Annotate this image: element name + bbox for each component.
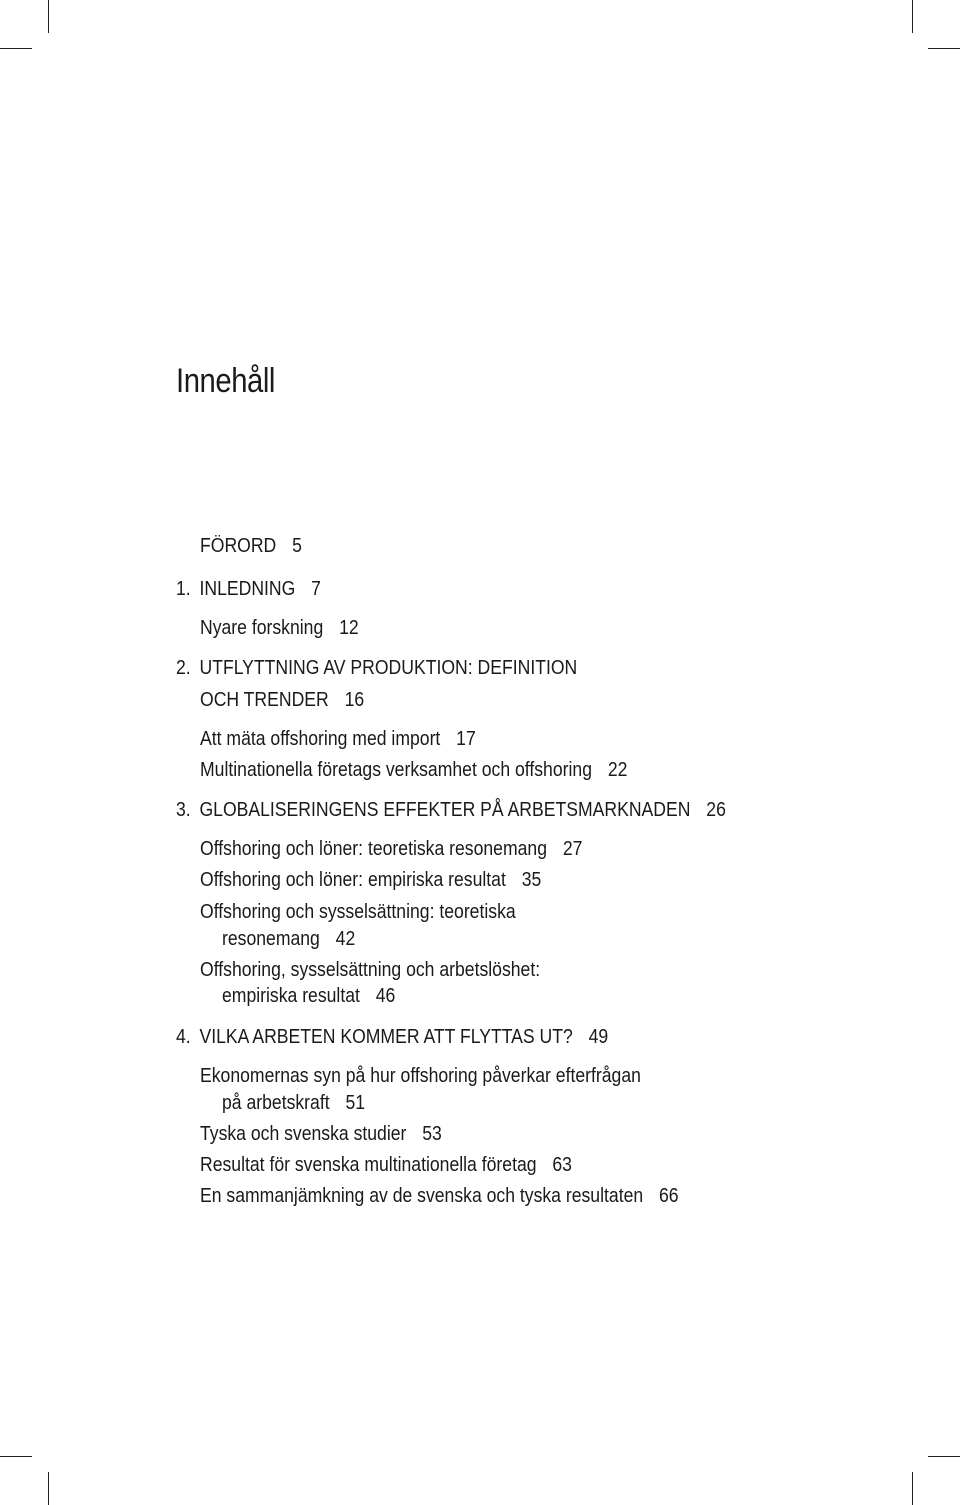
toc-page-number: 35 — [521, 869, 542, 891]
toc-label: Nyare forskning — [200, 617, 324, 639]
toc-entry-chapter-3 — [176, 798, 726, 822]
toc-page-number: 63 — [552, 1154, 572, 1176]
toc-entry-section-continued — [222, 1091, 365, 1115]
toc-label: Offshoring och löner: teoretiska resonemang — [200, 838, 547, 860]
crop-mark-top-right — [912, 0, 913, 33]
toc-page-number: 12 — [339, 617, 359, 639]
toc-entry-chapter-4 — [176, 1025, 608, 1049]
toc-page-number: 5 — [292, 535, 302, 557]
toc-page-number: 26 — [706, 799, 726, 821]
toc-page-number: 49 — [588, 1026, 609, 1048]
toc-label: FÖRORD — [200, 535, 277, 557]
toc-entry-section — [200, 958, 540, 982]
toc-label: Att mäta offshoring med import — [200, 728, 441, 750]
toc-page-number: 16 — [344, 689, 365, 711]
toc-label: Multinationella företags verksamhet och offshoring — [200, 759, 592, 781]
toc-entry-section — [200, 837, 582, 861]
toc-label: Offshoring, sysselsättning och arbetslöshet: — [200, 959, 541, 981]
toc-entry-section — [200, 1064, 641, 1088]
toc-page-number: 7 — [311, 578, 321, 600]
toc-label: resonemang — [222, 928, 320, 950]
toc-entry-section — [200, 758, 627, 782]
toc-page-number: 66 — [659, 1185, 679, 1207]
toc-label: empiriska resultat — [222, 985, 360, 1007]
toc-label: INLEDNING — [199, 578, 296, 600]
toc-page-number: 46 — [375, 985, 396, 1007]
toc-label: OCH TRENDER — [200, 689, 329, 711]
toc-entry-section-continued — [222, 927, 355, 951]
crop-mark-top-right-h — [928, 48, 960, 49]
toc-label: En sammanjämkning av de svenska och tyska resultaten — [200, 1185, 644, 1207]
toc-chapter-number: 1. — [176, 578, 191, 600]
toc-entry-section — [200, 1122, 442, 1146]
toc-label: på arbetskraft — [222, 1092, 330, 1114]
toc-entry-chapter-1 — [176, 577, 321, 601]
toc-entry-section — [200, 900, 516, 924]
crop-mark-top-left — [48, 0, 49, 33]
page-title: Innehåll — [176, 362, 275, 400]
toc-page-number: 51 — [345, 1092, 366, 1114]
toc-entry-section — [200, 1153, 572, 1177]
toc-entry-chapter-2-continued — [200, 688, 364, 712]
toc-label: Resultat för svenska multinationella företag — [200, 1154, 537, 1176]
toc-label: Tyska och svenska studier — [200, 1123, 407, 1145]
toc-label: GLOBALISERINGENS EFFEKTER PÅ ARBETSMARKNADEN — [199, 799, 691, 821]
toc-entry-section — [200, 868, 541, 892]
toc-entry-section-continued — [222, 984, 395, 1008]
toc-label: VILKA ARBETEN KOMMER ATT FLYTTAS UT? — [199, 1026, 573, 1048]
toc-chapter-number: 2. — [176, 657, 191, 679]
crop-mark-bottom-right-h — [928, 1456, 960, 1457]
toc-chapter-number: 3. — [176, 799, 191, 821]
toc-entry-forord — [200, 534, 302, 558]
toc-label: Ekonomernas syn på hur offshoring påverkar efterfrågan — [200, 1065, 641, 1087]
toc-page-number: 42 — [335, 928, 356, 950]
toc-page-number: 17 — [456, 728, 476, 750]
toc-label: Offshoring och löner: empiriska resultat — [200, 869, 506, 891]
crop-mark-bottom-right — [912, 1472, 913, 1505]
crop-mark-bottom-left-h — [0, 1456, 32, 1457]
crop-mark-top-left-h — [0, 48, 32, 49]
toc-label: Offshoring och sysselsättning: teoretiska — [200, 901, 516, 923]
toc-label: UTFLYTTNING AV PRODUKTION: DEFINITION — [199, 657, 578, 679]
toc-entry-section — [200, 616, 359, 640]
toc-page-number: 22 — [607, 759, 628, 781]
toc-entry-section — [200, 727, 476, 751]
toc-page-number: 53 — [422, 1123, 442, 1145]
crop-mark-bottom-left — [48, 1472, 49, 1505]
toc-entry-chapter-2 — [176, 656, 577, 680]
toc-page-number: 27 — [562, 838, 583, 860]
toc-entry-section — [200, 1184, 679, 1208]
toc-chapter-number: 4. — [176, 1026, 191, 1048]
